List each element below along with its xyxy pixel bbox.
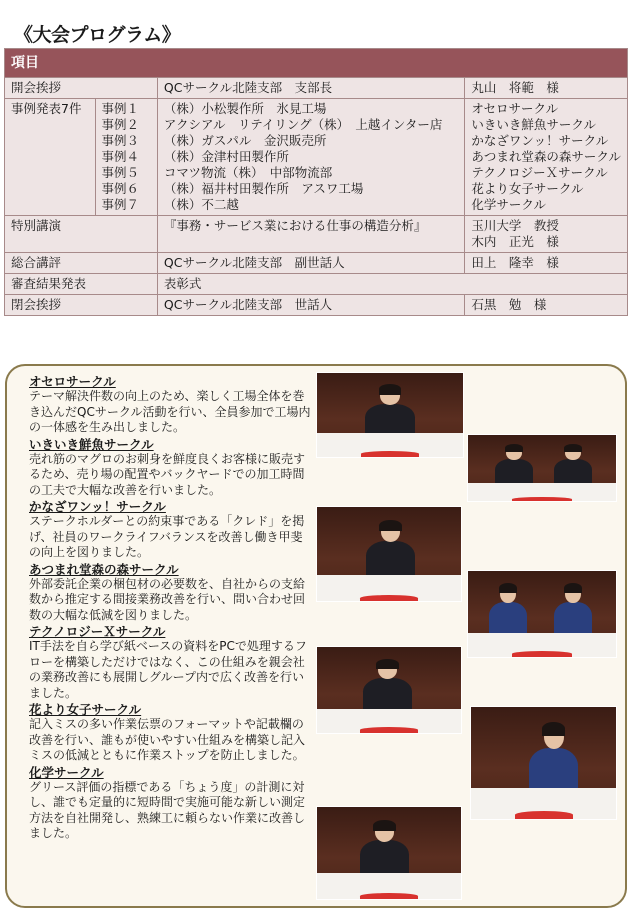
case-no: 事例３ [101, 133, 140, 148]
program-header: 項目 [5, 49, 628, 78]
row-content: QCサークル北陸支部 副世話人 [157, 253, 464, 274]
presenter-figure [529, 725, 578, 792]
presenter-figure [495, 446, 533, 486]
lectern [317, 709, 461, 733]
row-person: 田上 隆幸 様 [465, 253, 628, 274]
row-item: 開会挨拶 [5, 78, 158, 99]
row-item: 事例発表7件 [5, 99, 96, 216]
case-numbers [95, 99, 157, 216]
summary-circle-name: いきいき鮮魚サークル [29, 436, 154, 452]
case-circle: 花より女子サークル [471, 181, 584, 196]
program-table [4, 48, 628, 316]
summary-item [29, 437, 311, 499]
case-companies [157, 99, 464, 216]
case-circle: かなざワンッ！サークル [471, 133, 609, 148]
lectern [317, 575, 461, 601]
table-row [5, 78, 628, 99]
row-content: 表彰式 [157, 274, 627, 295]
row-person: 石黒 勉 様 [465, 295, 628, 316]
case-no: 事例１ [101, 101, 140, 116]
summary-circle-name: テクノロジーＸサークル [29, 624, 166, 639]
case-no: 事例５ [101, 165, 140, 180]
summary-item [29, 702, 311, 764]
table-row [5, 295, 628, 316]
photo-presenter-6 [470, 706, 617, 820]
program-header-row [5, 49, 628, 78]
summary-item [29, 624, 311, 701]
summary-item [29, 562, 311, 624]
photo-presenter-4 [467, 570, 617, 658]
case-company: （株）金津村田製作所 [163, 149, 289, 164]
page-title: 《大会プログラム》 [14, 24, 181, 46]
summary-circle-name: 化学サークル [29, 764, 104, 780]
case-no: 事例２ [101, 117, 140, 132]
summary-text: IT手法を自ら学び紙ベースの資料をPCで処理するフローを構築しただけではなく、この仕組みを親会社の業務改善にも展開しグループ内で広く改善を行いました。 [29, 639, 307, 700]
case-circle: テクノロジーＸサークル [471, 165, 608, 180]
presenter-figure [366, 522, 415, 578]
case-circle: いきいき鮮魚サークル [471, 117, 596, 132]
case-company: （株）福井村田製作所 アスワ工場 [163, 181, 364, 196]
case-circle: あつまれ堂森の森サークル [471, 149, 621, 164]
case-no: 事例６ [101, 181, 140, 196]
table-row [5, 216, 628, 253]
lectern [468, 633, 616, 657]
summary-text: テーマ解決件数の向上のため、楽しく工場全体を巻き込んだQCサークル活動を行い、全員参加で工場内の一体感を生み出しました。 [29, 389, 311, 434]
case-company: アクシアル リテイリング（株） 上越インター店 [163, 117, 443, 132]
row-content: QCサークル北陸支部 支部長 [157, 78, 464, 99]
case-company: （株）ガスパル 金沢販売所 [163, 133, 327, 148]
person-line: 玉川大学 教授 [471, 218, 559, 233]
case-circle: 化学サークル [471, 197, 546, 212]
summary-text: 売れ筋のマグロのお刺身を鮮度良くお客様に販売するため、売り場の配置やバックヤードでの加工時間の工夫で大幅な改善を行いました。 [29, 451, 306, 497]
row-item: 総合講評 [5, 253, 158, 274]
summary-text: 外部委託企業の梱包材の必要数を、自社からの支給数から推定する間接業務改善を行い、問い合わせ回数の大幅な低減を図りました。 [29, 576, 306, 622]
photo-presenter-2 [467, 434, 617, 502]
summary-circle-name: あつまれ堂森の森サークル [29, 561, 179, 577]
summary-text: グリース評価の指標である「ちょう度」の計測に対し、誰でも定量的に短時間で実施可能な新しい測定方法を自社開発し、熟練工に頼らない作業に改善しました。 [29, 779, 306, 840]
presenter-figure [363, 661, 412, 713]
summary-text: ステークホルダーとの約束事である「クレド」を掲げ、社員のワークライフバランスを改善し働き甲斐の向上を図りました。 [29, 514, 305, 559]
row-person [465, 216, 628, 253]
photo-presenter-1 [316, 372, 464, 458]
summary-text: 記入ミスの多い作業伝票のフォーマットや記載欄の改善を行い、誰もが使いやすい仕組みを構築し記入ミスの低減とともに作業ストップを防止しました。 [29, 717, 306, 762]
summary-circle-name: 花より女子サークル [29, 702, 142, 717]
row-item: 審査結果発表 [5, 274, 158, 295]
lectern [317, 873, 461, 899]
summary-circle-name: かなざワンッ！サークル [29, 499, 166, 514]
case-circle: オセロサークル [471, 101, 559, 116]
person-line: 木内 正光 様 [471, 234, 559, 249]
presenter-figure [360, 822, 409, 877]
summary-item [29, 499, 311, 561]
row-content: 『事務・サービス業における仕事の構造分析』 [157, 216, 464, 253]
summary-panel [5, 364, 627, 908]
row-content: QCサークル北陸支部 世話人 [157, 295, 464, 316]
photo-presenter-7 [316, 806, 462, 900]
table-row [5, 253, 628, 274]
row-item: 特別講演 [5, 216, 158, 253]
summary-circle-name: オセロサークル [29, 374, 116, 389]
case-no: 事例７ [101, 197, 140, 212]
lectern [468, 483, 616, 501]
lectern [471, 788, 616, 819]
presenter-figure [365, 386, 415, 436]
row-person: 丸山 将範 様 [465, 78, 628, 99]
case-company: コマツ物流（株） 中部物流部 [163, 165, 333, 180]
presenter-figure [554, 585, 592, 637]
row-item: 閉会挨拶 [5, 295, 158, 316]
presenter-figure [489, 585, 527, 637]
presenter-figure [554, 446, 592, 486]
case-no: 事例４ [101, 149, 140, 164]
case-circles [465, 99, 628, 216]
table-row-cases [5, 99, 628, 216]
photo-presenter-3 [316, 506, 462, 602]
summary-list [29, 374, 311, 843]
case-company: （株）不二越 [163, 197, 239, 212]
lectern [317, 433, 463, 457]
table-row [5, 274, 628, 295]
photo-presenter-5 [316, 646, 462, 734]
summary-item [29, 374, 311, 436]
summary-item [29, 765, 311, 842]
case-company: （株）小松製作所 氷見工場 [163, 101, 327, 116]
